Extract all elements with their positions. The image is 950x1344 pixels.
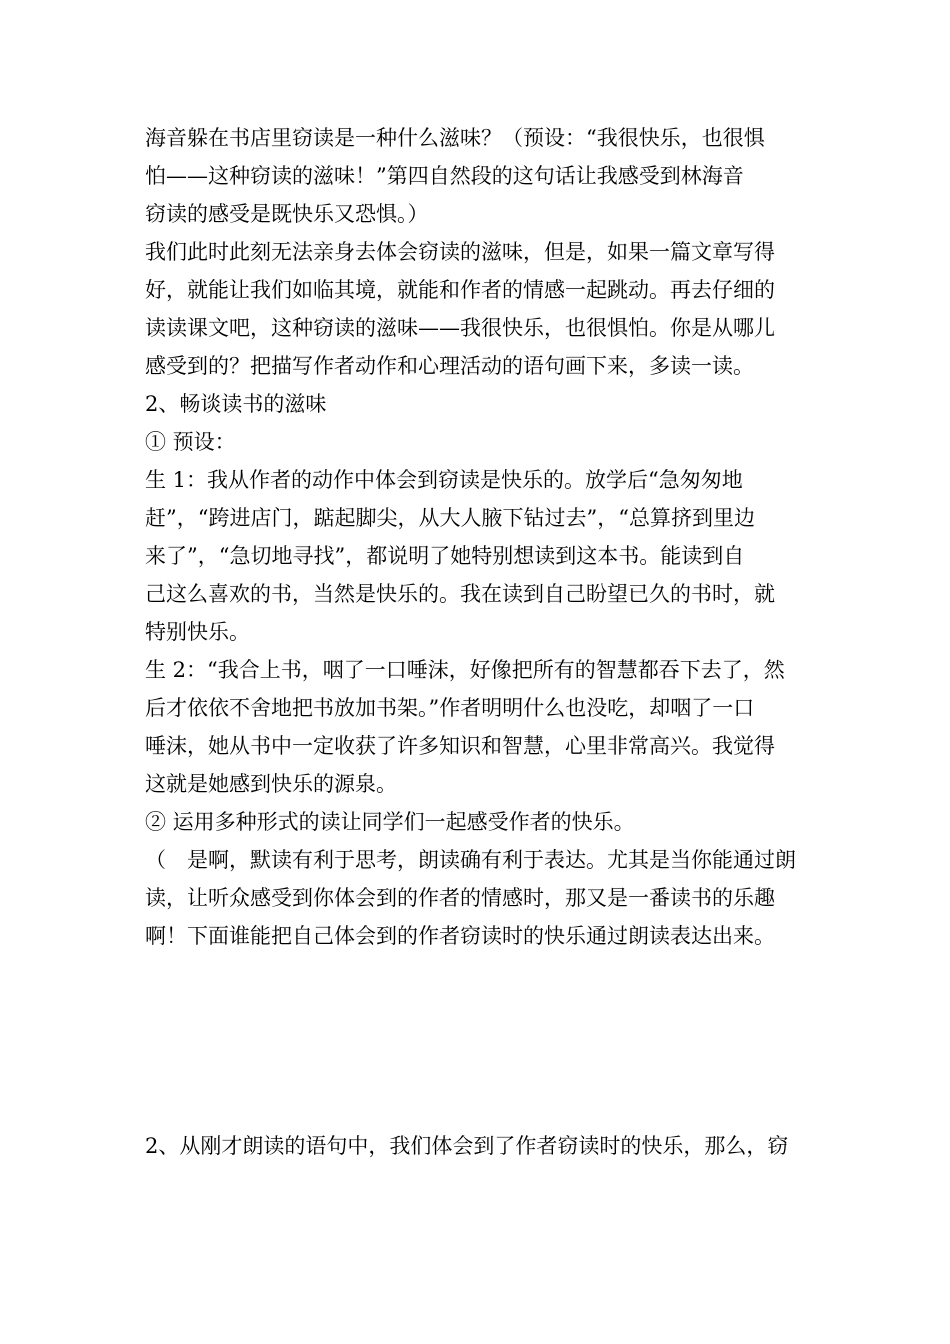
text-line: 来了”，“急切地寻找”，都说明了她特别想读到这本书。能读到自 (145, 544, 745, 568)
text-line: ② 运用多种形式的读让同学们一起感受作者的快乐。 (145, 810, 635, 834)
text-line: 赶”，“跨进店门，踮起脚尖，从大人腋下钻过去”，“总算挤到里边 (145, 506, 755, 530)
text-line: 我们此时此刻无法亲身去体会窃读的滋味，但是，如果一篇文章写得 (145, 240, 775, 264)
text-line: 这就是她感到快乐的源泉。 (145, 772, 397, 796)
text-line: ① 预设： (145, 430, 236, 454)
text-line: 怕——这种窃读的滋味！”第四自然段的这句话让我感受到林海音 (145, 164, 744, 188)
text-line: 特别快乐。 (145, 620, 250, 644)
document-body-continued (145, 1127, 810, 1165)
text-line: 唾沫，她从书中一定收获了许多知识和智慧，心里非常高兴。我觉得 (145, 734, 775, 758)
document-body (145, 119, 810, 955)
text-line: 读，让听众感受到你体会到的作者的情感时，那又是一番读书的乐趣 (145, 886, 775, 910)
text-line: 好，就能让我们如临其境，就能和作者的情感一起跳动。再去仔细的 (145, 278, 775, 302)
text-line: 生 1：我从作者的动作中体会到窃读是快乐的。放学后“急匆匆地 (145, 468, 743, 492)
text-line: 窃读的感受是既快乐又恐惧。） (145, 202, 429, 226)
section-heading: 2、畅谈读书的滋味 (145, 392, 327, 416)
text-line: 读读课文吧，这种窃读的滋味——我很快乐，也很惧怕。你是从哪儿 (145, 316, 775, 340)
section-heading: 2、从刚才朗读的语句中，我们体会到了作者窃读时的快乐，那么，窃 (145, 1134, 789, 1158)
text-line: 啊！下面谁能把自己体会到的作者窃读时的快乐通过朗读表达出来。 (145, 924, 775, 948)
text-line: 海音躲在书店里窃读是一种什么滋味？（预设：“我很快乐，也很惧 (145, 126, 765, 150)
text-line: 己这么喜欢的书，当然是快乐的。我在读到自己盼望已久的书时，就 (145, 582, 775, 606)
text-line: （ 是啊，默读有利于思考，朗读确有利于表达。尤其是当你能通过朗 (145, 848, 796, 872)
text-line: 感受到的？把描写作者动作和心理活动的语句画下来，多读一读。 (145, 354, 754, 378)
text-line: 后才依依不舍地把书放加书架。”作者明明什么也没吃，却咽了一口 (145, 696, 755, 720)
text-line: 生 2：“我合上书，咽了一口唾沫，好像把所有的智慧都吞下去了，然 (145, 658, 785, 682)
